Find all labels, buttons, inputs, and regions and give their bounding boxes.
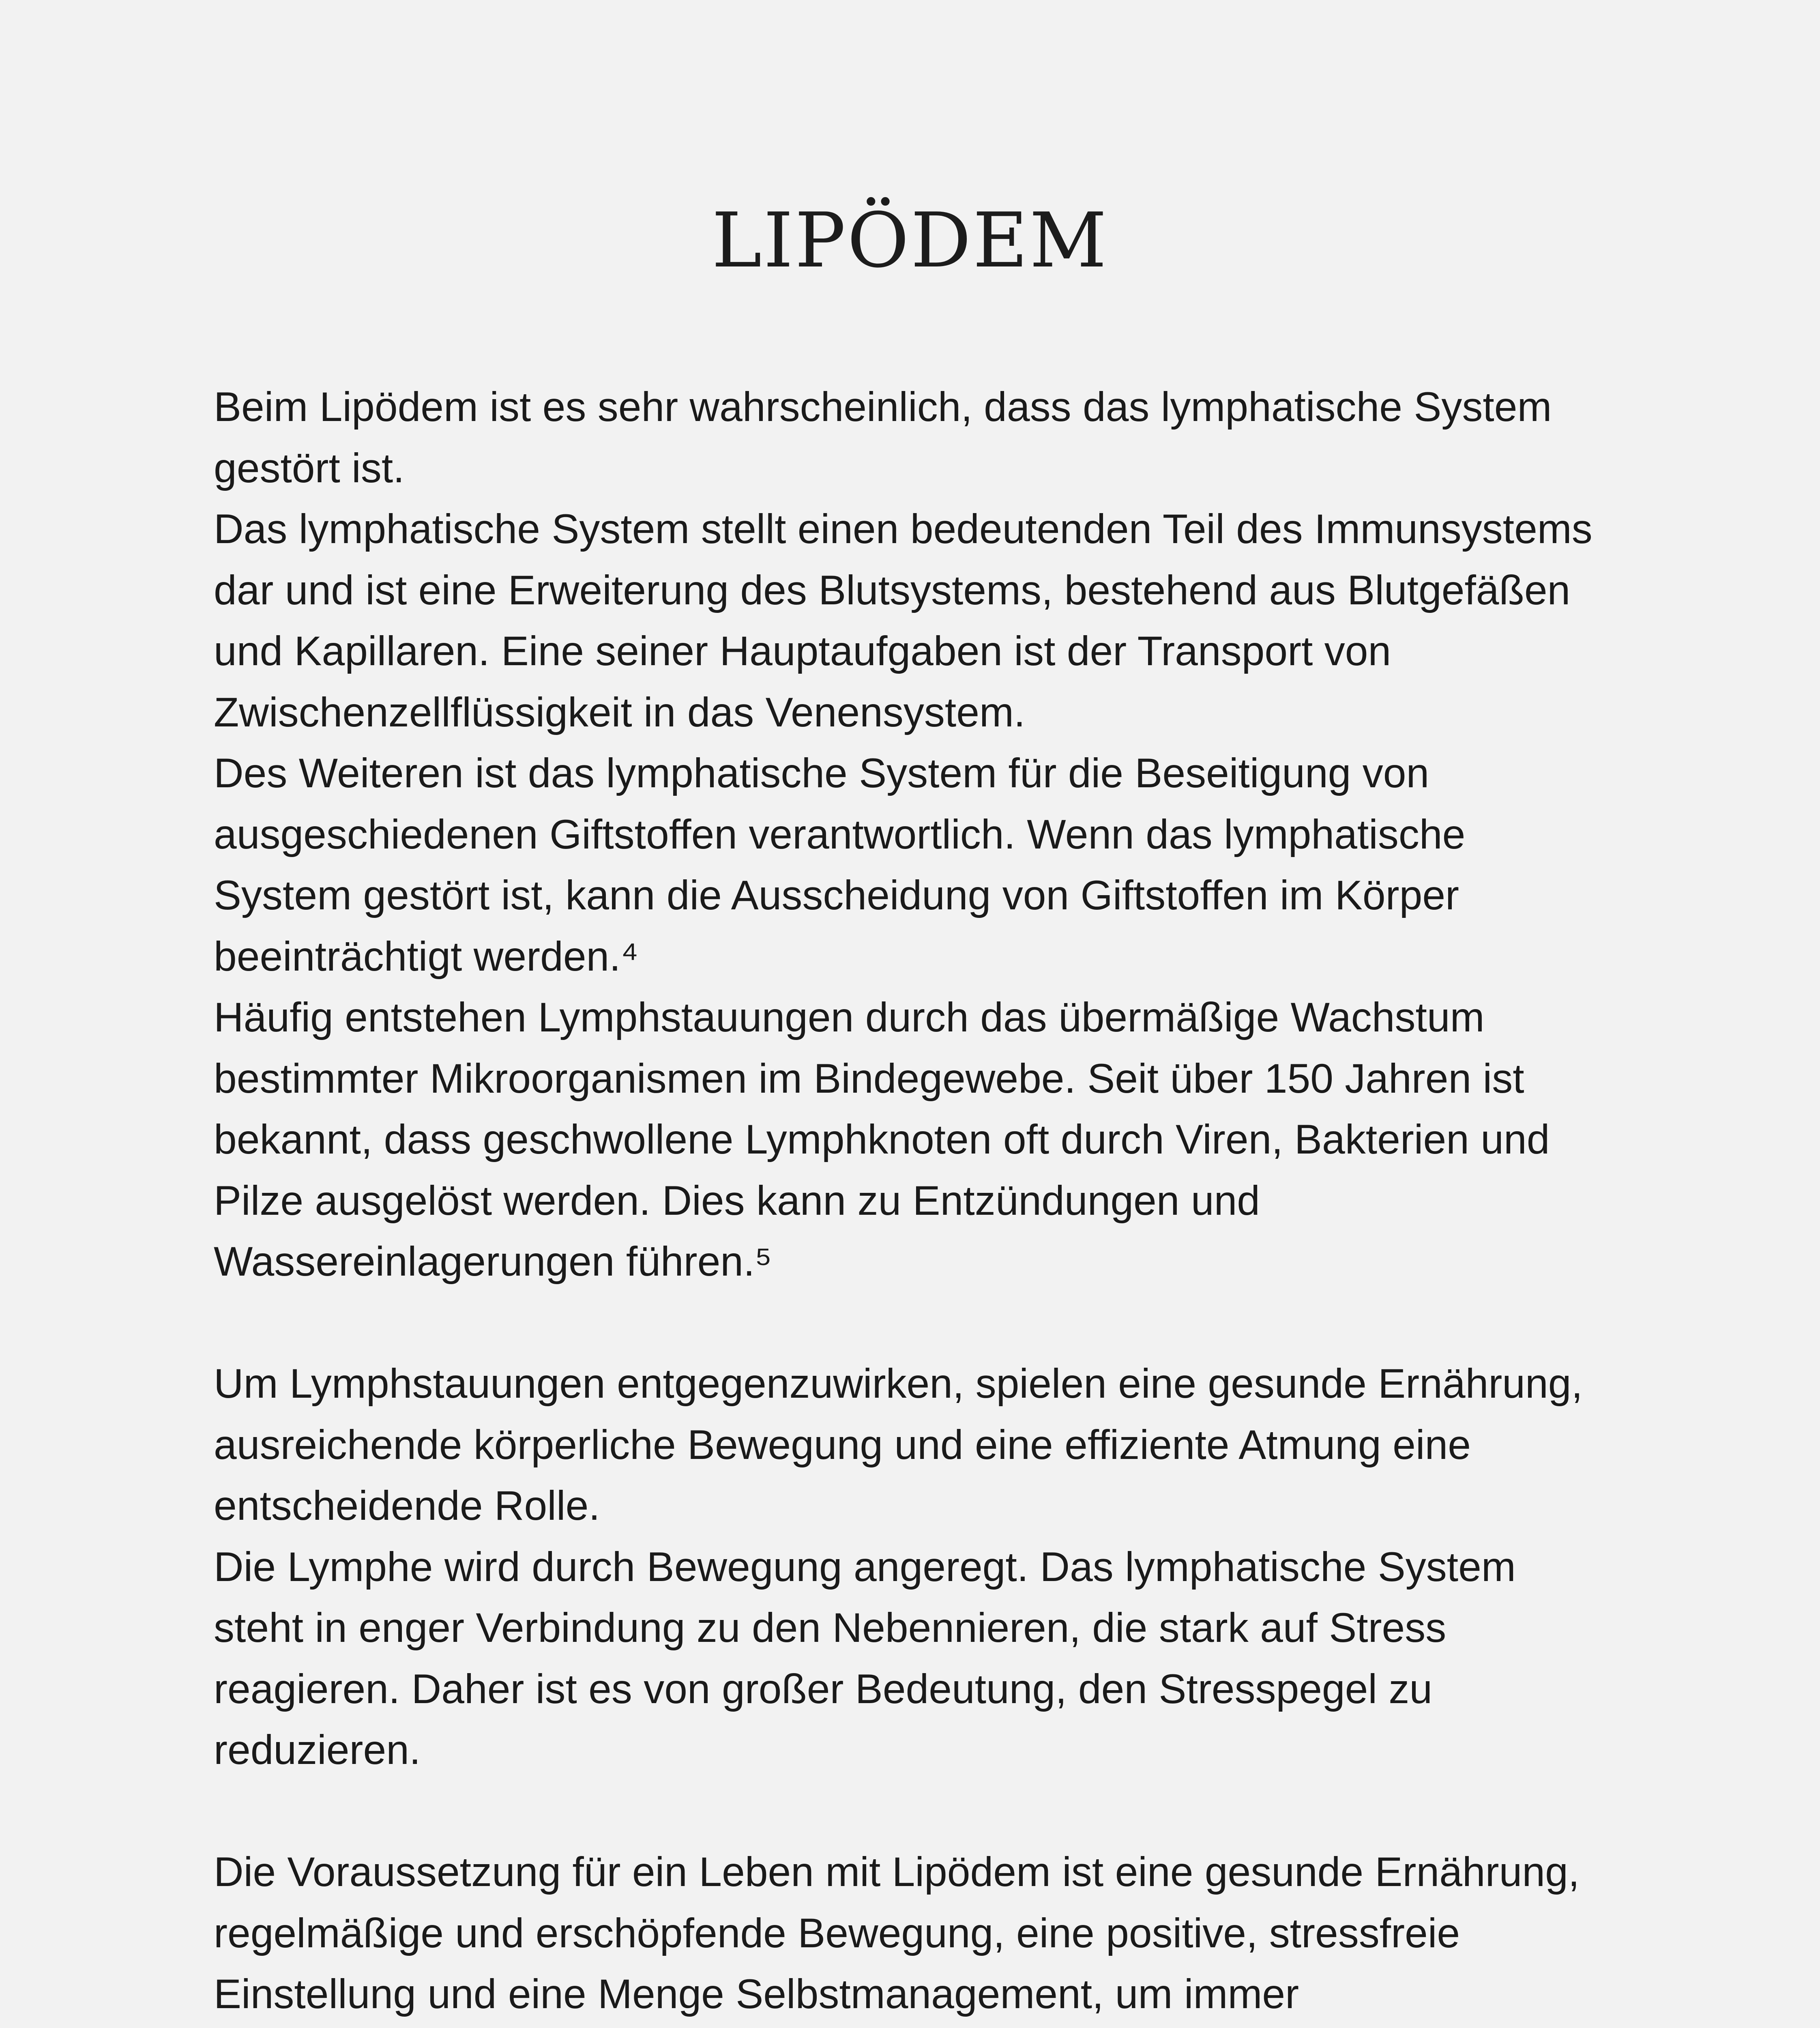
paragraph-prerequisites: Die Voraussetzung für ein Leben mit Lipödem ist eine gesunde Ernährung, regelmäßige und erschöpfende Bewegung, eine positive, stressfreie Einstellung und eine Menge Selbstmanagement, um immer <box>214 1849 1580 2017</box>
paragraph-spacer <box>214 1292 1609 1353</box>
page-title: LIPÖDEM <box>712 196 1108 284</box>
paragraph-lymph-congestion: Um Lymphstauungen entgegenzuwirken, spielen eine gesunde Ernährung, ausreichende körperliche Bewegung und eine effiziente Atmung eine entscheidende Rolle. Die Lymphe wird durch Bewegung angeregt. Das lymphatische System steht in enger Verbindung zu den Nebennieren, die stark auf Stress reagieren. Daher ist es von großer Bedeutung, den Stresspegel zu reduzieren. <box>214 1360 1583 1773</box>
paragraph-lymphatic-system: Beim Lipödem ist es sehr wahrscheinlich, dass das lymphatische System gestört ist. Das lymphatische System stellt einen bedeutenden Teil des Immunsystems dar und ist eine Erweiterung des Blutsystems, bestehend aus Blutgefäßen und Kapillaren. Eine seiner Hauptaufgaben ist der Transport von Zwischenzellflüssigkeit in das Venensystem. Des Weiteren ist das lymphatische System für die Beseitigung von ausgeschiedenen Giftstoffen verantwortlich. Wenn das lymphatische System gestört ist, kann die Ausscheidung von Giftstoffen im Körper beeinträchtigt werden.⁴ Häufig entstehen Lymphstauungen durch das übermäßige Wachstum bestimmter Mikroorganismen im Bindegewebe. Seit über 150 Jahren ist bekannt, dass geschwollene Lymphknoten oft durch Viren, Bakterien und Pilze ausgelöst werden. Dies kann zu Entzündungen und Wassereinlagerungen führen.⁵ <box>214 384 1592 1285</box>
paragraph-spacer <box>214 1781 1609 1842</box>
body-text <box>214 376 1609 2028</box>
